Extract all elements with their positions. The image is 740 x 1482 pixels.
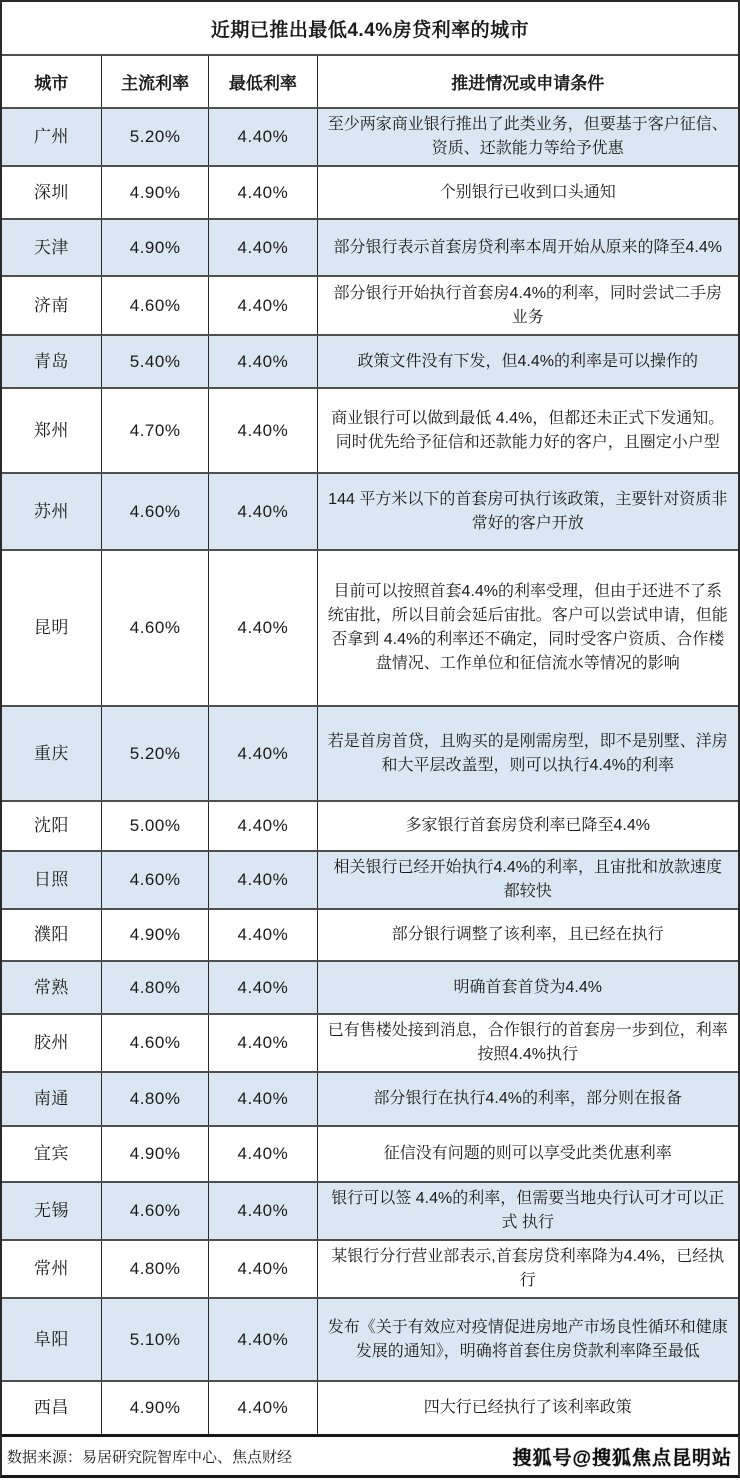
header-row [2, 56, 738, 108]
mainstream-rate-cell: 4.80% [101, 961, 208, 1014]
table-row [2, 1240, 738, 1298]
lowest-rate-cell: 4.40% [209, 108, 317, 166]
mainstream-rate-cell: 4.60% [101, 473, 208, 550]
mainstream-rate-cell: 4.90% [101, 219, 208, 276]
status-cell: 个别银行已收到口头通知 [317, 166, 738, 219]
header-mainstream-rate: 主流利率 [101, 56, 208, 108]
lowest-rate-cell: 4.40% [209, 961, 317, 1014]
mainstream-rate-cell: 5.40% [101, 335, 208, 388]
city-cell: 西昌 [2, 1381, 101, 1434]
mainstream-rate-cell: 4.80% [101, 1240, 208, 1298]
header-status: 推进情况或申请条件 [317, 56, 738, 108]
mainstream-rate-cell: 4.60% [101, 1014, 208, 1072]
status-cell: 商业银行可以做到最低 4.4%，但都还未正式下发通知。同时优先给予征信和还款能力好的客户，且圈定小户型 [317, 388, 738, 473]
table-row [2, 909, 738, 961]
table-header [2, 56, 738, 108]
city-cell: 宜宾 [2, 1126, 101, 1182]
status-cell: 目前可以按照首套4.4%的利率受理，但由于还进不了系统宙批，所以目前会延后宙批。客户可以尝试申请，但能否拿到 4.4%的利率还不确定，同时受客户资质、合作楼盘情况、工作单位和征信流水等情况的影响 [317, 550, 738, 706]
table-row [2, 1014, 738, 1072]
lowest-rate-cell: 4.40% [209, 851, 317, 909]
mainstream-rate-cell: 4.90% [101, 1381, 208, 1434]
city-cell: 天津 [2, 219, 101, 276]
lowest-rate-cell: 4.40% [209, 1014, 317, 1072]
status-cell: 明确首套首贷为4.4% [317, 961, 738, 1014]
footer [2, 1434, 738, 1475]
lowest-rate-cell: 4.40% [209, 909, 317, 961]
lowest-rate-cell: 4.40% [209, 166, 317, 219]
city-cell: 胶州 [2, 1014, 101, 1072]
city-cell: 日照 [2, 851, 101, 909]
lowest-rate-cell: 4.40% [209, 388, 317, 473]
table-row [2, 276, 738, 335]
lowest-rate-cell: 4.40% [209, 1072, 317, 1126]
watermark: 搜狐号@搜狐焦点昆明站 [512, 1447, 732, 1469]
city-cell: 南通 [2, 1072, 101, 1126]
table-body [2, 108, 738, 1434]
mainstream-rate-cell: 4.60% [101, 851, 208, 909]
city-rate-table [2, 56, 738, 1434]
lowest-rate-cell: 4.40% [209, 550, 317, 706]
status-cell: 部分银行在执行4.4%的利率，部分则在报备 [317, 1072, 738, 1126]
city-cell: 常熟 [2, 961, 101, 1014]
mainstream-rate-cell: 4.90% [101, 166, 208, 219]
city-cell: 常州 [2, 1240, 101, 1298]
status-cell: 征信没有问题的则可以享受此类优惠利率 [317, 1126, 738, 1182]
lowest-rate-cell: 4.40% [209, 1126, 317, 1182]
mainstream-rate-cell: 4.60% [101, 276, 208, 335]
lowest-rate-cell: 4.40% [209, 219, 317, 276]
mainstream-rate-cell: 4.90% [101, 1126, 208, 1182]
mainstream-rate-cell: 4.70% [101, 388, 208, 473]
lowest-rate-cell: 4.40% [209, 1240, 317, 1298]
city-cell: 阜阳 [2, 1298, 101, 1381]
city-cell: 濮阳 [2, 909, 101, 961]
mainstream-rate-cell: 4.60% [101, 550, 208, 706]
city-cell: 无锡 [2, 1182, 101, 1240]
city-cell: 深圳 [2, 166, 101, 219]
status-cell: 某银行分行营业部表示,首套房贷利率降为4.4%，已经执行 [317, 1240, 738, 1298]
city-cell: 青岛 [2, 335, 101, 388]
table-row [2, 1182, 738, 1240]
status-cell: 四大行已经执行了该利率政策 [317, 1381, 738, 1434]
mainstream-rate-cell: 5.10% [101, 1298, 208, 1381]
status-cell: 部分银行调整了该利率，且已经在执行 [317, 909, 738, 961]
lowest-rate-cell: 4.40% [209, 335, 317, 388]
table-row [2, 851, 738, 909]
lowest-rate-cell: 4.40% [209, 1298, 317, 1381]
table-row [2, 335, 738, 388]
city-cell: 沈阳 [2, 801, 101, 851]
status-cell: 若是首房首贷，且购买的是刚需房型，即不是别墅、洋房和大平层改盖型，则可以执行4.4%的利率 [317, 706, 738, 801]
table-row [2, 219, 738, 276]
status-cell: 发布《关于有效应对疫情促进房地产市场良性循环和健康发展的通知》，明确将首套住房贷款利率降至最低 [317, 1298, 738, 1381]
header-city: 城市 [2, 56, 101, 108]
mainstream-rate-cell: 4.60% [101, 1182, 208, 1240]
city-cell: 苏州 [2, 473, 101, 550]
table-row [2, 1298, 738, 1381]
status-cell: 部分银行开始执行首套房4.4%的利率，同时尝试二手房业务 [317, 276, 738, 335]
table-row [2, 550, 738, 706]
mainstream-rate-cell: 5.20% [101, 706, 208, 801]
city-cell: 昆明 [2, 550, 101, 706]
status-cell: 相关银行已经开始执行4.4%的利率，且宙批和放款速度都较快 [317, 851, 738, 909]
city-cell: 济南 [2, 276, 101, 335]
lowest-rate-cell: 4.40% [209, 801, 317, 851]
header-lowest-rate: 最低利率 [209, 56, 317, 108]
table-row [2, 961, 738, 1014]
status-cell: 至少两家商业银行推出了此类业务，但要基于客户征信、资质、还款能力等给予优惠 [317, 108, 738, 166]
mainstream-rate-cell: 4.80% [101, 1072, 208, 1126]
city-cell: 广州 [2, 108, 101, 166]
table-row [2, 706, 738, 801]
status-cell: 144 平方米以下的首套房可执行该政策，主要针对资质非常好的客户开放 [317, 473, 738, 550]
status-cell: 多家银行首套房贷利率已降至4.4% [317, 801, 738, 851]
mainstream-rate-cell: 5.00% [101, 801, 208, 851]
table-row [2, 1072, 738, 1126]
table-title: 近期已推出最低4.4%房贷利率的城市 [2, 2, 738, 56]
table-row [2, 473, 738, 550]
table-row [2, 388, 738, 473]
status-cell: 银行可以签 4.4%的利率，但需要当地央行认可才可以正式 执行 [317, 1182, 738, 1240]
lowest-rate-cell: 4.40% [209, 1182, 317, 1240]
lowest-rate-cell: 4.40% [209, 1381, 317, 1434]
mainstream-rate-cell: 5.20% [101, 108, 208, 166]
city-cell: 重庆 [2, 706, 101, 801]
mainstream-rate-cell: 4.90% [101, 909, 208, 961]
lowest-rate-cell: 4.40% [209, 276, 317, 335]
table-row [2, 108, 738, 166]
lowest-rate-cell: 4.40% [209, 706, 317, 801]
status-cell: 部分银行表示首套房贷利率本周开始从原来的降至4.4% [317, 219, 738, 276]
table-row [2, 1381, 738, 1434]
table-row [2, 166, 738, 219]
table-row [2, 801, 738, 851]
city-cell: 郑州 [2, 388, 101, 473]
lowest-rate-cell: 4.40% [209, 473, 317, 550]
status-cell: 政策文件没有下发，但4.4%的利率是可以操作的 [317, 335, 738, 388]
table-row [2, 1126, 738, 1182]
status-cell: 已有售楼处接到消息，合作银行的首套房一步到位，利率按照4.4%执行 [317, 1014, 738, 1072]
data-source-label: 数据来源：易居研究院智库中心、焦点财经 [7, 1448, 293, 1466]
